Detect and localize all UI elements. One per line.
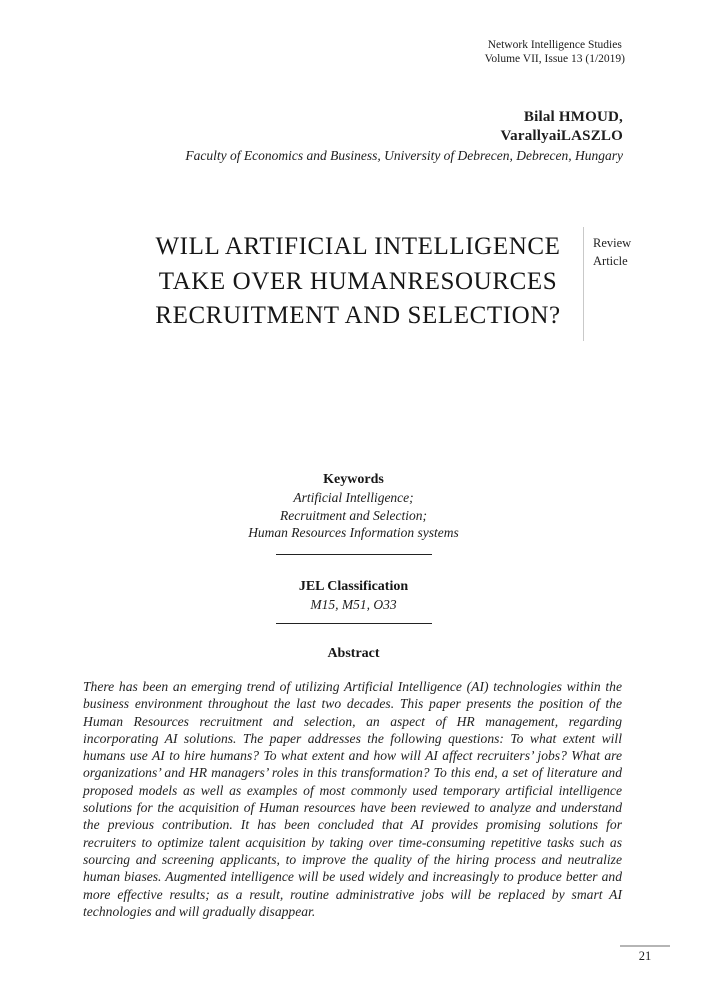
page-footer [620,945,670,964]
jel-divider-rule [276,623,432,624]
jel-codes: M15, M51, O33 [310,596,397,612]
author-name-1: Bilal HMOUD, [523,109,623,125]
article-type-line-2: Article [593,254,628,268]
paper-title-line-3: RECRUITMENT AND SELECTION? [155,302,561,329]
paper-title-line-2: TAKE OVER HUMANRESOURCES [158,267,558,295]
keyword-item-3: Human Resources Information systems [248,525,459,540]
keywords-heading: Keywords [323,472,384,487]
paper-title-line-1: WILL ARTIFICIAL INTELLIGENCE [155,233,561,260]
article-type-label [583,227,653,341]
keywords-divider-rule [276,554,432,555]
page-number: 21 [638,949,652,963]
journal-issue: Volume VII, Issue 13 (1/2019) [484,53,625,65]
article-type-line-1: Review [593,236,632,250]
author-name-2: VarallyaiLASZLO [500,127,623,144]
keyword-item-1: Artificial Intelligence; [293,490,414,505]
title-block [133,227,653,341]
abstract-heading: Abstract [327,646,380,661]
keyword-item-2: Recruitment and Selection; [280,507,427,523]
author-affiliation: Faculty of Economics and Business, University of Debrecen, Debrecen, Hungary [185,148,623,163]
journal-header [485,38,625,66]
author-block [185,108,623,164]
meta-block [0,471,707,663]
paper-title [133,227,583,341]
abstract-text: There has been an emerging trend of utilizing Artificial Intelligence (AI) technologies within the business environment throughout the last two decades. This paper presents the position of the Human Resources recruitment and selection, an aspect of HR management, regarding incorporating AI solutions. The paper addresses the following questions: To what extent will humans use AI to hire humans? To what extent and how will AI affect recruiters’ jobs? What are organizations’ and HR managers’ roles in this transformation? To this end, a set of literature and proposed models as well as examples of most commonly used temporary artificial intelligence solutions for the acquisition of Human resources have been reviewed to analyze and understand the previous contribution. It has been concluded that AI provides promising solutions for recruiters to optimize talent acquisition by taking over time-consuming repetitive tasks such as sourcing and screening applicants, to improve the quality of the hiring process and neutralize human biases. Augmented intelligence will be used widely and increasingly to produce better and more effective results; as a result, routine administrative jobs will be replaced by smart AI technologies and will gradually disappear. [83,679,622,919]
jel-heading: JEL Classification [298,578,409,594]
journal-name: Network Intelligence Studies [487,39,622,51]
